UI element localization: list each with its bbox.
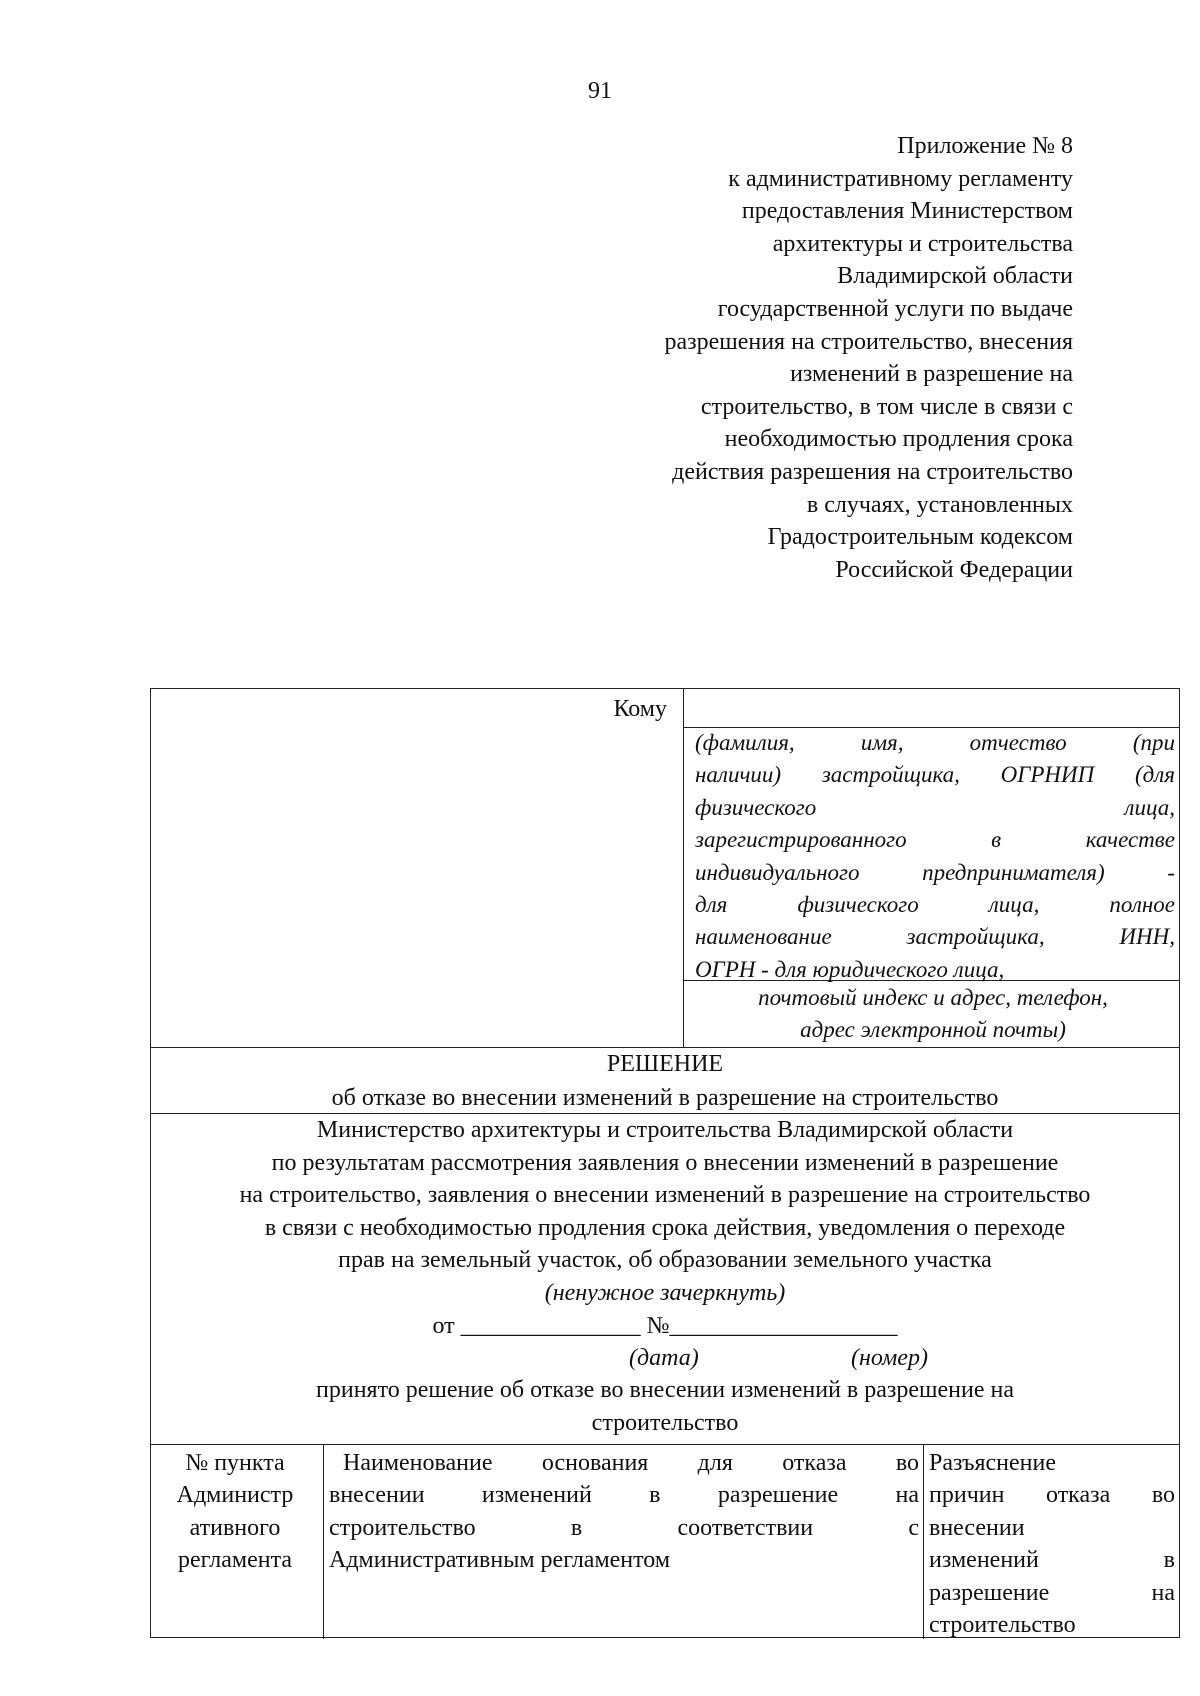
header-line: внесении (929, 1514, 1025, 1541)
date-label: (дата) (629, 1345, 699, 1372)
header-line: причин отказа во (929, 1482, 1175, 1509)
appendix-line: строительство, в том числе в связи с (700, 393, 1073, 420)
appendix-line: Российской Федерации (835, 556, 1073, 583)
date-number-field[interactable]: от _______________ №___________________ (432, 1312, 898, 1339)
table-header-explanation (929, 1447, 1175, 1641)
appendix-line: разрешения на строительство, внесения (664, 328, 1073, 355)
header-line: внесении изменений в разрешение на (329, 1482, 919, 1509)
divider-vertical (923, 1444, 924, 1639)
divider-vertical (323, 1444, 324, 1639)
number-label: (номер) (851, 1345, 928, 1372)
header-line: строительство (929, 1612, 1076, 1639)
header-line: изменений в (929, 1547, 1175, 1574)
header-line: Разъяснение (929, 1450, 1057, 1476)
appendix-line: Приложение № 8 (897, 133, 1073, 159)
appendix-line: изменений в разрешение на (790, 361, 1073, 388)
appendix-header (513, 130, 1073, 586)
header-line: строительство в соответствии с (329, 1514, 919, 1541)
body-line: прав на земельный участок, об образовании земельного участка (338, 1247, 992, 1274)
body-line: Министерство архитектуры и строительства Владимирской области (316, 1117, 1014, 1143)
divider-horizontal (151, 1444, 1179, 1445)
addressee-hint-line: индивидуального предпринимателя) - (695, 859, 1175, 885)
appendix-line: государственной услуги по выдаче (717, 295, 1073, 322)
header-line: регламента (177, 1547, 293, 1574)
header-line: Наименование основания для отказа во (343, 1450, 919, 1476)
header-line: Администр (176, 1482, 294, 1509)
table-header-refusal-reason (329, 1447, 919, 1577)
contact-hint (685, 982, 1181, 1046)
divider-vertical (683, 689, 684, 1047)
addressee-hint-line: ОГРН - для юридического лица, (695, 956, 1005, 982)
appendix-line: к административному регламенту (728, 165, 1073, 192)
contact-hint-line: почтовый индекс и адрес, телефон, (758, 985, 1108, 1010)
decision-title: РЕШЕНИЕ (606, 1051, 724, 1077)
decision-heading (151, 1047, 1179, 1115)
page-number: 91 (588, 78, 612, 104)
addressee-hint-line: наличии) застройщика, ОГРНИП (для (695, 762, 1175, 788)
result-line: строительство (591, 1409, 739, 1436)
header-line: Административным регламентом (329, 1547, 671, 1574)
field-labels (151, 1342, 1179, 1374)
contact-hint-line: адрес электронной почты) (800, 1017, 1066, 1042)
strike-note: (ненужное зачеркнуть) (544, 1279, 786, 1306)
appendix-line: действия разрешения на строительство (672, 458, 1073, 485)
body-line: на строительство, заявления о внесении изменений в разрешение на строительство (239, 1182, 1091, 1209)
addressee-hint (695, 727, 1175, 986)
appendix-line: в случаях, установленных (806, 491, 1073, 518)
appendix-line: архитектуры и строительства (772, 230, 1073, 257)
decision-subtitle: об отказе во внесении изменений в разрешение на строительство (331, 1085, 999, 1111)
addressee-hint-line: наименование застройщика, ИНН, (695, 924, 1175, 950)
appendix-line: Градостроительным кодексом (767, 524, 1073, 551)
addressee-hint-line: (фамилия, имя, отчество (при (695, 730, 1175, 755)
decision-body (151, 1114, 1179, 1439)
appendix-line: предоставления Министерством (741, 198, 1073, 225)
header-line: № пункта (185, 1450, 285, 1476)
addressee-hint-line: физического лица, (695, 794, 1175, 820)
header-line: разрешение на (929, 1579, 1175, 1606)
addressee-hint-line: зарегистрированного в качестве (695, 827, 1175, 853)
body-line: в связи с необходимостью продления срока действия, уведомления о переходе (264, 1214, 1066, 1241)
addressee-hint-line: для физического лица, полное (695, 892, 1175, 918)
header-line: ативного (189, 1514, 281, 1541)
body-line: по результатам рассмотрения заявления о внесении изменений в разрешение (271, 1149, 1059, 1176)
appendix-line: необходимостью продления срока (724, 426, 1073, 453)
decision-form (150, 688, 1180, 1638)
result-line: принято решение об отказе во внесении изменений в разрешение на (316, 1377, 1014, 1404)
to-label: Кому (613, 696, 667, 722)
table-header-clause-number (151, 1447, 319, 1577)
appendix-line: Владимирской области (837, 263, 1073, 290)
